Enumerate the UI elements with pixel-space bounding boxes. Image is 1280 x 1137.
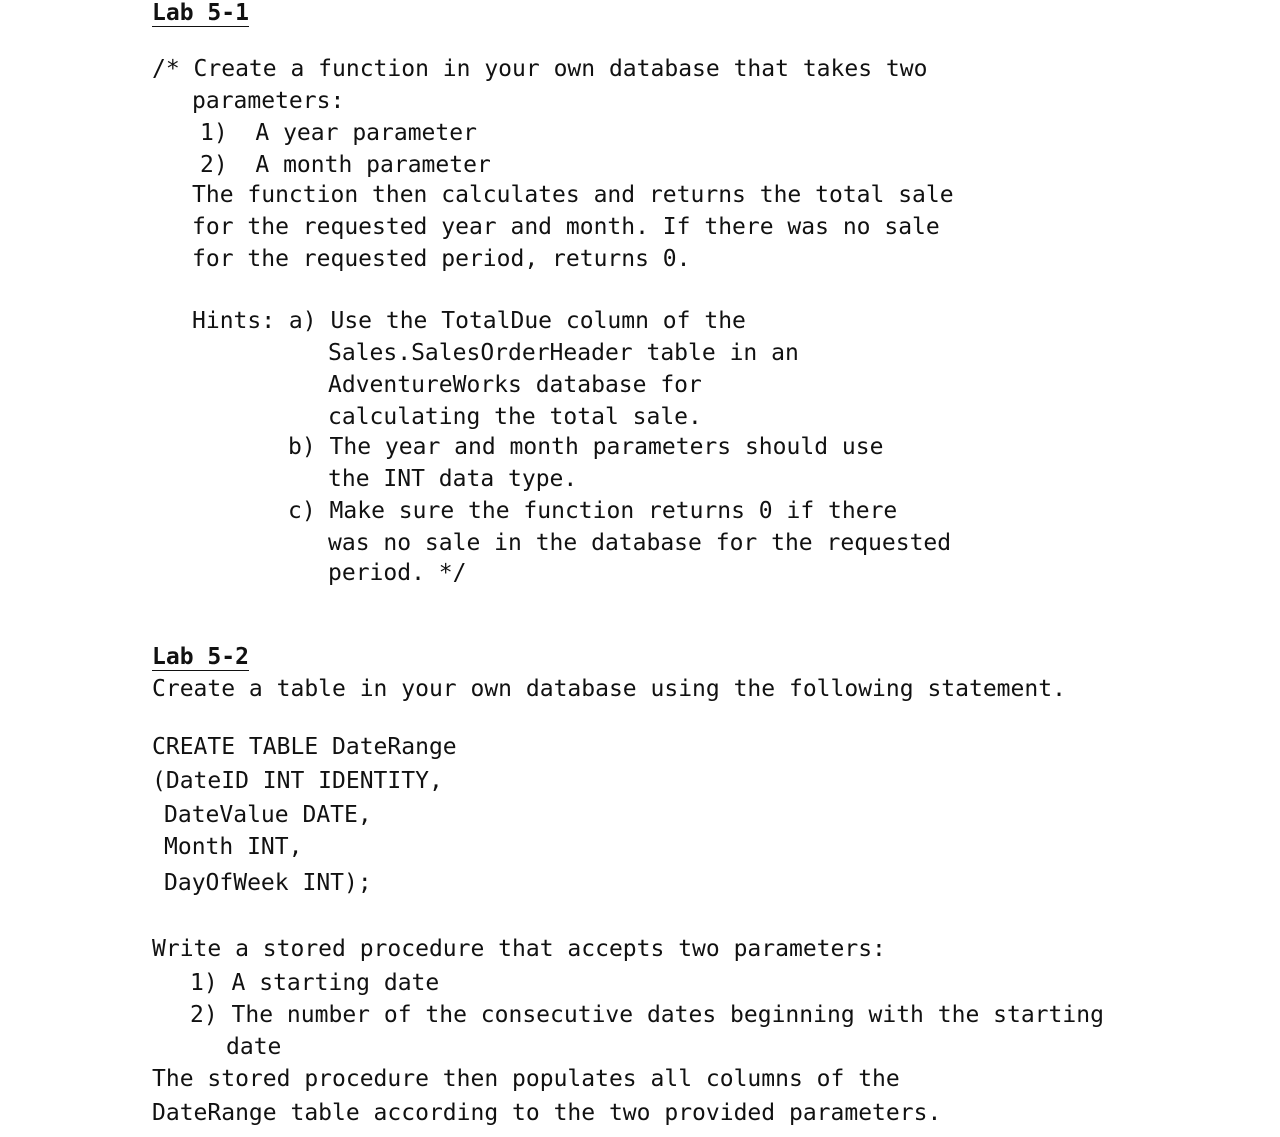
lab-5-1-line: 1) A year parameter bbox=[200, 120, 477, 146]
lab-5-1-line: 2) A month parameter bbox=[200, 152, 491, 178]
lab-5-1-line: /* Create a function in your own database that takes two bbox=[152, 56, 928, 82]
lab-5-1-line: for the requested year and month. If there was no sale bbox=[192, 214, 940, 240]
lab-5-1-hint-line: Sales.SalesOrderHeader table in an bbox=[328, 340, 799, 366]
lab-5-1-hint-line: was no sale in the database for the requested bbox=[328, 530, 952, 556]
lab-5-2-line: DateRange table according to the two provided parameters. bbox=[152, 1100, 942, 1126]
lab-5-2-line: date bbox=[226, 1034, 282, 1060]
lab-5-2-line: The stored procedure then populates all columns of the bbox=[152, 1066, 900, 1092]
lab-5-2-line: 2) The number of the consecutive dates beginning with the starting bbox=[190, 1002, 1104, 1028]
lab-5-2-intro: Create a table in your own database using the following statement. bbox=[152, 676, 1066, 702]
lab-5-1-hint-line: period. */ bbox=[328, 560, 467, 586]
lab-5-1-hint-line: AdventureWorks database for bbox=[328, 372, 702, 398]
lab-5-1-hint-line: c) Make sure the function returns 0 if there bbox=[288, 498, 898, 524]
lab-5-2-line: 1) A starting date bbox=[190, 970, 440, 996]
code-line: (DateID INT IDENTITY, bbox=[152, 768, 443, 794]
lab-5-2-line: Write a stored procedure that accepts two parameters: bbox=[152, 936, 886, 962]
lab-5-1-heading: Lab 5-1 bbox=[152, 0, 249, 26]
lab-5-1-hint-line: b) The year and month parameters should use bbox=[288, 434, 884, 460]
code-line: DayOfWeek INT); bbox=[164, 870, 372, 896]
lab-5-1-line: The function then calculates and returns the total sale bbox=[192, 182, 954, 208]
code-line: DateValue DATE, bbox=[164, 802, 372, 828]
lab-5-1-line: for the requested period, returns 0. bbox=[192, 246, 691, 272]
code-line: CREATE TABLE DateRange bbox=[152, 734, 457, 760]
lab-5-1-hint-line: calculating the total sale. bbox=[328, 404, 702, 430]
lab-5-1-line: parameters: bbox=[192, 88, 345, 114]
code-line: Month INT, bbox=[164, 834, 303, 860]
lab-5-2-heading: Lab 5-2 bbox=[152, 644, 249, 670]
lab-5-1-hint-line: Hints: a) Use the TotalDue column of the bbox=[192, 308, 746, 334]
lab-5-1-hint-line: the INT data type. bbox=[328, 466, 578, 492]
